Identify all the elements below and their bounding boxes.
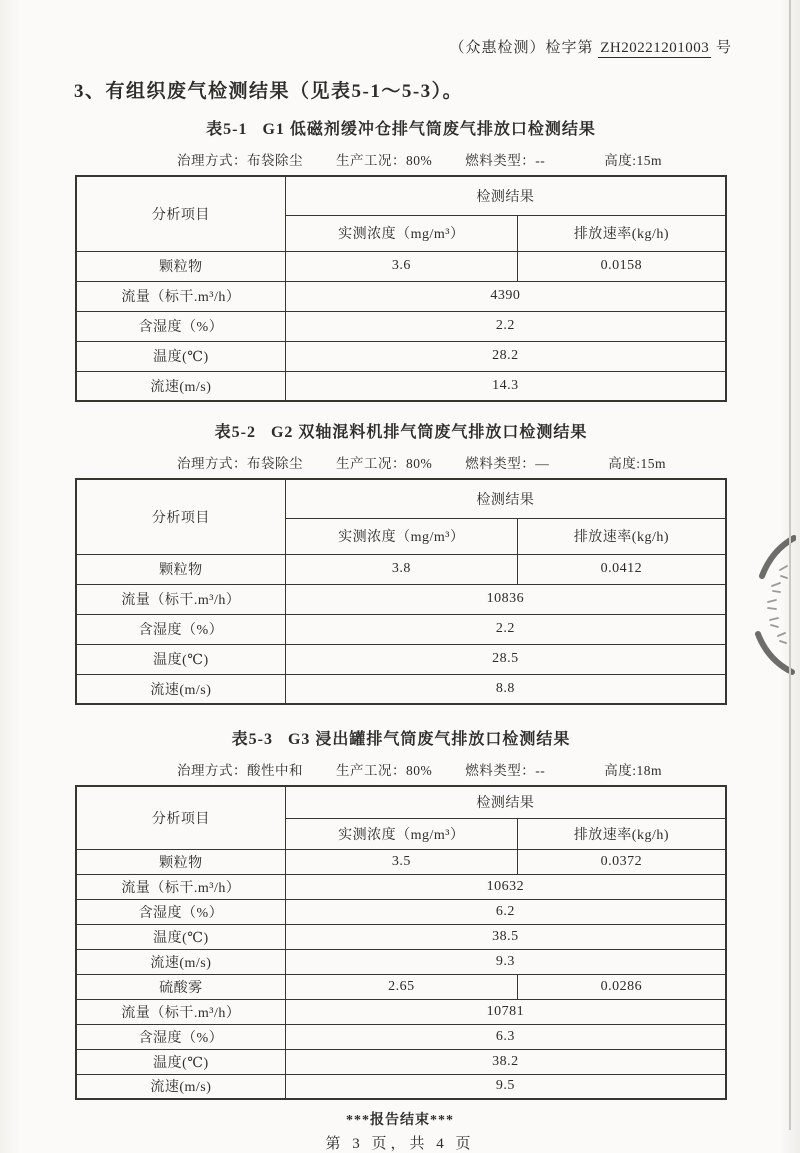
row-label-cell: 颗粒物 xyxy=(76,251,285,281)
spanned-value-cell: 4390 xyxy=(285,281,726,311)
table-section xyxy=(75,419,727,705)
row-label-cell: 流量（标干.m³/h） xyxy=(76,584,285,614)
doc-number-line xyxy=(0,0,800,57)
result-group-header-cell: 检测结果 xyxy=(285,176,726,215)
row-label-cell: 温度(℃) xyxy=(76,1049,285,1074)
rate-value-cell: 0.0412 xyxy=(517,554,726,584)
doc-number-value: ZH20221201003 xyxy=(600,40,710,56)
spanned-value-cell: 2.2 xyxy=(285,311,726,341)
table-row xyxy=(76,614,726,644)
doc-number-suffix: 号 xyxy=(711,40,732,56)
results-table xyxy=(75,785,727,1100)
table-row xyxy=(76,554,726,584)
results-table xyxy=(75,175,727,402)
table-meta-item: 高度:15m xyxy=(604,153,663,168)
table-meta-item: 生产工况：80% xyxy=(336,153,433,168)
row-label-cell: 流速(m/s) xyxy=(76,949,285,974)
spanned-value-cell: 6.2 xyxy=(285,899,726,924)
row-label-cell: 含湿度（%） xyxy=(76,899,285,924)
row-label-cell: 流速(m/s) xyxy=(76,674,285,704)
concentration-header-cell: 实测浓度（mg/m³） xyxy=(285,818,517,849)
row-label-cell: 温度(℃) xyxy=(76,644,285,674)
table-meta-item: 治理方式：布袋除尘 xyxy=(177,456,303,471)
spanned-value-cell: 38.2 xyxy=(285,1049,726,1074)
table-section xyxy=(75,726,727,1100)
spanned-value-cell: 6.3 xyxy=(285,1024,726,1049)
rate-value-cell: 0.0158 xyxy=(517,251,726,281)
table-row xyxy=(76,849,726,874)
spanned-value-cell: 10632 xyxy=(285,874,726,899)
table-row xyxy=(76,584,726,614)
row-label-cell: 流量（标干.m³/h） xyxy=(76,874,285,899)
table-title: 表5-2 G2 双轴混料机排气筒废气排放口检测结果 xyxy=(214,424,588,441)
page-number-line: 第 3 页，共 4 页 xyxy=(325,1136,475,1152)
table-meta xyxy=(177,452,727,472)
concentration-header-cell: 实测浓度（mg/m³） xyxy=(285,518,517,554)
analysis-item-header-cell: 分析项目 xyxy=(76,786,285,849)
table-meta xyxy=(177,149,727,169)
spanned-value-cell: 9.5 xyxy=(285,1074,726,1099)
table-header-row xyxy=(76,479,726,518)
row-label-cell: 颗粒物 xyxy=(76,849,285,874)
tables-container xyxy=(0,116,800,1100)
results-table xyxy=(75,478,727,705)
doc-number-prefix: （众惠检测）检字第 xyxy=(449,40,594,56)
table-row xyxy=(76,1074,726,1099)
table-header-row xyxy=(76,176,726,215)
rate-header-cell: 排放速率(kg/h) xyxy=(517,818,726,849)
spanned-value-cell: 2.2 xyxy=(285,614,726,644)
row-label-cell: 含湿度（%） xyxy=(76,311,285,341)
concentration-value-cell: 3.8 xyxy=(285,554,517,584)
table-section xyxy=(75,116,727,402)
table-meta-item: 高度:18m xyxy=(604,763,663,778)
table-meta-item: 燃料类型：-- xyxy=(465,763,546,778)
scan-edge-line xyxy=(789,0,791,1130)
concentration-value-cell: 2.65 xyxy=(285,974,517,999)
table-title: 表5-1 G1 低磁剂缓冲仓排气筒废气排放口检测结果 xyxy=(206,121,596,138)
row-label-cell: 含湿度（%） xyxy=(76,614,285,644)
table-row xyxy=(76,281,726,311)
table-meta-item: 高度:15m xyxy=(608,456,667,471)
table-meta-item: 生产工况：80% xyxy=(336,763,433,778)
table-row xyxy=(76,674,726,704)
table-row xyxy=(76,949,726,974)
spanned-value-cell: 10836 xyxy=(285,584,726,614)
table-row xyxy=(76,644,726,674)
table-header-row xyxy=(76,786,726,818)
table-row xyxy=(76,1024,726,1049)
rate-value-cell: 0.0372 xyxy=(517,849,726,874)
result-group-header-cell: 检测结果 xyxy=(285,479,726,518)
rate-value-cell: 0.0286 xyxy=(517,974,726,999)
table-row xyxy=(76,311,726,341)
concentration-value-cell: 3.6 xyxy=(285,251,517,281)
row-label-cell: 流速(m/s) xyxy=(76,371,285,401)
row-label-cell: 含湿度（%） xyxy=(76,1024,285,1049)
analysis-item-header-cell: 分析项目 xyxy=(76,479,285,554)
row-label-cell: 温度(℃) xyxy=(76,341,285,371)
row-label-cell: 流量（标干.m³/h） xyxy=(76,281,285,311)
rate-header-cell: 排放速率(kg/h) xyxy=(517,215,726,251)
table-row xyxy=(76,341,726,371)
table-meta xyxy=(177,759,727,779)
table-row xyxy=(76,974,726,999)
table-row xyxy=(76,874,726,899)
concentration-value-cell: 3.5 xyxy=(285,849,517,874)
table-meta-item: 燃料类型：— xyxy=(465,456,550,471)
spanned-value-cell: 9.3 xyxy=(285,949,726,974)
row-label-cell: 温度(℃) xyxy=(76,924,285,949)
spanned-value-cell: 8.8 xyxy=(285,674,726,704)
table-meta-item: 治理方式：布袋除尘 xyxy=(177,153,303,168)
row-label-cell: 颗粒物 xyxy=(76,554,285,584)
spanned-value-cell: 28.5 xyxy=(285,644,726,674)
table-row xyxy=(76,1049,726,1074)
table-row xyxy=(76,371,726,401)
section-heading: 3、有组织废气检测结果（见表5-1～5-3）。 xyxy=(74,81,464,102)
report-end-marker: ***报告结束*** xyxy=(346,1113,454,1128)
row-label-cell: 硫酸雾 xyxy=(76,974,285,999)
table-title: 表5-3 G3 浸出罐排气筒废气排放口检测结果 xyxy=(231,731,571,748)
table-meta-item: 燃料类型：-- xyxy=(465,153,546,168)
spanned-value-cell: 38.5 xyxy=(285,924,726,949)
table-row xyxy=(76,924,726,949)
row-label-cell: 流速(m/s) xyxy=(76,1074,285,1099)
spanned-value-cell: 28.2 xyxy=(285,341,726,371)
concentration-header-cell: 实测浓度（mg/m³） xyxy=(285,215,517,251)
analysis-item-header-cell: 分析项目 xyxy=(76,176,285,251)
table-meta-item: 生产工况：80% xyxy=(336,456,433,471)
result-group-header-cell: 检测结果 xyxy=(285,786,726,818)
spanned-value-cell: 14.3 xyxy=(285,371,726,401)
table-row xyxy=(76,999,726,1024)
table-row xyxy=(76,251,726,281)
row-label-cell: 流量（标干.m³/h） xyxy=(76,999,285,1024)
rate-header-cell: 排放速率(kg/h) xyxy=(517,518,726,554)
spanned-value-cell: 10781 xyxy=(285,999,726,1024)
table-row xyxy=(76,899,726,924)
table-meta-item: 治理方式：酸性中和 xyxy=(177,763,303,778)
